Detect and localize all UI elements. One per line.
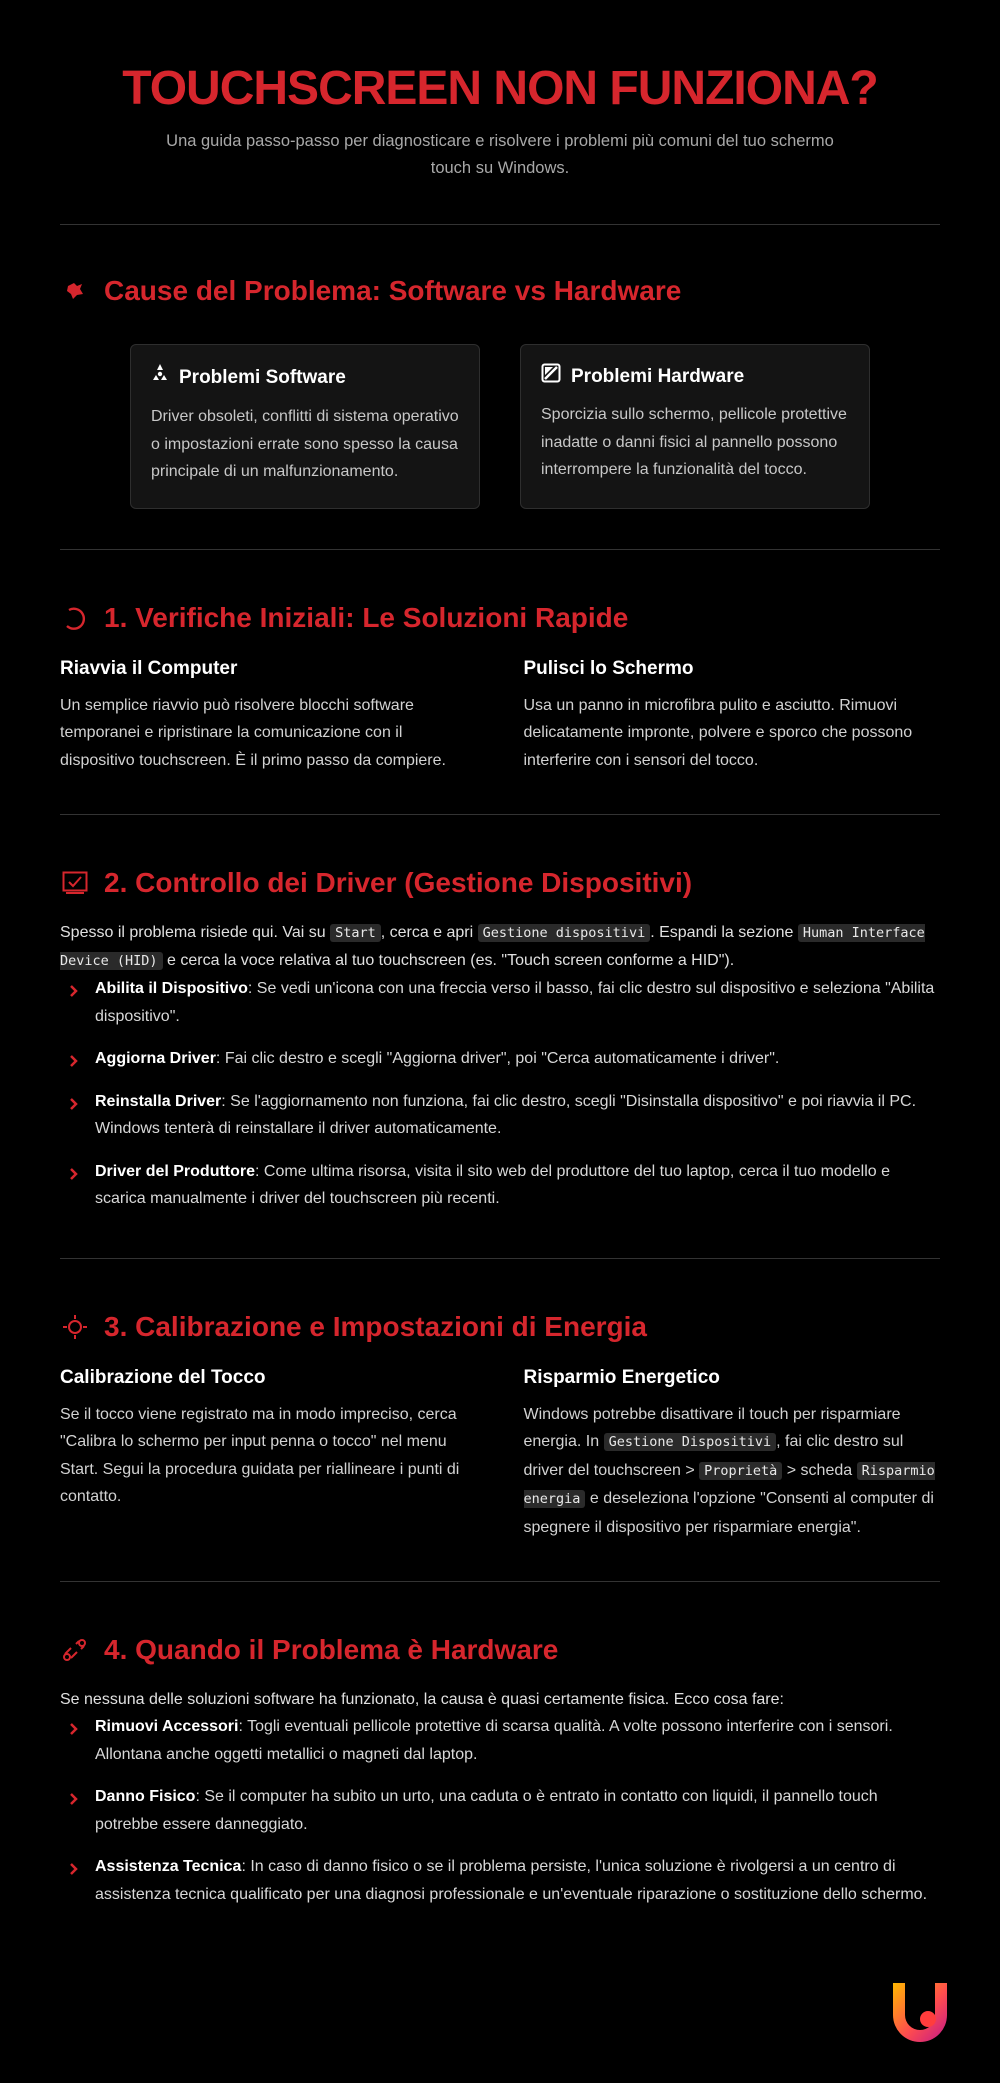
step-text: : In caso di danno fisico o se il problema persiste, l'unica soluzione è rivolgersi a un centro di assistenza tecnica qualificato per una diagnosi professionale e un'eventuale riparazione o sostituzione dello schermo. xyxy=(95,1858,928,1903)
power-column xyxy=(524,1365,941,1542)
software-card-title-text: Problemi Software xyxy=(179,367,346,388)
hardware-intro: Se nessuna delle soluzioni software ha funzionato, la causa è quasi certamente fisica. Ecco cosa fare: xyxy=(60,1691,784,1708)
calibration-section xyxy=(60,1259,940,1582)
restart-text: Un semplice riavvio può risolvere blocchi software temporanei e ripristinare la comunicazione con il dispositivo touchscreen. È il primo passo da compiere. xyxy=(60,696,446,769)
restart-column xyxy=(60,656,477,775)
hardware-section xyxy=(60,1582,940,1963)
hero-header xyxy=(60,0,940,182)
section1-title xyxy=(60,600,940,636)
sun-target-icon xyxy=(60,1312,90,1342)
section1-title-text: 1. Verifiche Iniziali: Le Soluzioni Rapide xyxy=(104,601,629,633)
step-text: : Se il computer ha subito un urto, una caduta o è entrato in contatto con liquidi, il pannello touch potrebbe essere danneggiato. xyxy=(95,1788,878,1833)
drivers-section xyxy=(60,815,940,1258)
section4-title xyxy=(60,1632,940,1668)
intro-text: . Espandi la sezione xyxy=(650,924,798,941)
step-label: Rimuovi Accessori xyxy=(95,1718,239,1735)
power-text-part: e deseleziona l'opzione "Consenti al computer di spegnere il dispositivo per risparmiare energia". xyxy=(523,1490,934,1536)
bug-icon xyxy=(60,276,90,306)
code-properties: Proprietà xyxy=(699,1462,782,1480)
chevron-right-icon xyxy=(68,1857,82,1879)
refresh-icon xyxy=(60,603,90,633)
hardware-steps xyxy=(60,1713,940,1908)
step-label: Abilita il Dispositivo xyxy=(95,980,248,997)
code-power-saving: Risparmio energia xyxy=(523,1462,935,1507)
software-card xyxy=(130,344,480,509)
quick-checks-columns xyxy=(60,656,940,775)
page-title: TOUCHSCREEN NON FUNZIONA? xyxy=(122,62,878,115)
list-item xyxy=(60,1088,940,1143)
hardware-card-title-text: Problemi Hardware xyxy=(571,366,745,387)
code-device-manager: Gestione Dispositivi xyxy=(604,1433,777,1451)
section3-title xyxy=(60,1309,940,1345)
hardware-card xyxy=(520,344,870,509)
power-title: Risparmio Energetico xyxy=(523,1366,720,1388)
code-hid: Human Interface Device (HID) xyxy=(60,925,925,969)
list-item xyxy=(60,975,940,1030)
drivers-intro xyxy=(60,919,940,975)
calibration-column xyxy=(60,1365,477,1542)
step-text: : Se vedi un'icona con una freccia verso il basso, fai clic destro sul dispositivo e seleziona "Abilita dispositivo". xyxy=(95,980,935,1025)
step-label: Danno Fisico xyxy=(95,1788,196,1805)
list-item xyxy=(60,1045,940,1073)
drivers-steps xyxy=(60,975,940,1213)
chevron-right-icon xyxy=(68,1717,82,1739)
section3-title-text: 3. Calibrazione e Impostazioni di Energia xyxy=(104,1310,648,1342)
software-card-text: Driver obsoleti, conflitti di sistema operativo o impostazioni errate sono spesso la causa principale di un malfunzionamento. xyxy=(151,408,459,480)
u-logo-icon xyxy=(885,1975,955,2047)
causes-section xyxy=(60,225,940,549)
clean-column xyxy=(524,656,941,775)
step-label: Aggiorna Driver xyxy=(95,1050,216,1067)
page-subtitle: Una guida passo-passo per diagnosticare e risolvere i problemi più comuni del tuo schermo touch su Windows. xyxy=(166,132,834,177)
causes-cards xyxy=(60,344,940,509)
step-text: : Togli eventuali pellicole protettive di scarsa qualità. A volte possono interferire con i sensori. Allontana anche oggetti metallici o magneti dal laptop. xyxy=(95,1718,893,1763)
power-text-part: , fai clic destro sul driver del touchscreen > xyxy=(523,1433,904,1479)
software-card-title xyxy=(151,363,459,393)
power-text-part: Windows potrebbe disattivare il touch per risparmiare energia. In xyxy=(523,1405,901,1450)
step-text: : Fai clic destro e scegli "Aggiorna driver", poi "Cerca automaticamente i driver". xyxy=(215,1050,780,1067)
clean-title: Pulisci lo Schermo xyxy=(523,657,694,679)
calibration-text: Se il tocco viene registrato ma in modo impreciso, cerca "Calibra lo schermo per input penna o tocco" nel menu Start. Segui la procedura guidata per riallineare i punti di contatto. xyxy=(60,1405,460,1505)
step-label: Reinstalla Driver xyxy=(95,1092,222,1110)
step-label: Assistenza Tecnica xyxy=(95,1858,242,1875)
causes-title-text: Cause del Problema: Software vs Hardware xyxy=(104,275,682,306)
power-text xyxy=(524,1401,941,1542)
list-item xyxy=(60,1158,940,1213)
step-text: : Se l'aggiornamento non funziona, fai clic destro, scegli "Disinstalla dispositivo" e poi riavvia il PC. Windows tenterà di reinstallare il driver automaticamente. xyxy=(95,1092,917,1137)
causes-title xyxy=(60,273,940,309)
intro-text: e cerca la voce relativa al tuo touchscreen (es. "Touch screen conforme a HID"). xyxy=(162,952,735,969)
list-item xyxy=(60,1783,940,1838)
power-text-part: > scheda xyxy=(782,1461,857,1479)
code-start: Start xyxy=(330,924,381,942)
section4-title-text: 4. Quando il Problema è Hardware xyxy=(104,1634,559,1665)
clean-text: Usa un panno in microfibra pulito e asciutto. Rimuovi delicatamente impronte, polvere e sporco che possono interferire con i sensori del tocco. xyxy=(523,696,913,769)
chevron-right-icon xyxy=(68,1049,82,1071)
intro-text: , cerca e apri xyxy=(380,924,478,941)
section2-title xyxy=(60,865,940,901)
hardware-card-text: Sporcizia sullo schermo, pellicole protettive inadatte o danni fisici al pannello possono interrompere la funzionalità del tocco. xyxy=(541,406,847,478)
calibration-columns xyxy=(60,1365,940,1542)
section2-title-text: 2. Controllo dei Driver (Gestione Dispositivi) xyxy=(104,867,693,898)
quick-checks-section xyxy=(60,550,940,815)
chevron-right-icon xyxy=(68,979,82,1001)
step-label: Driver del Produttore xyxy=(95,1162,256,1180)
fan-icon xyxy=(151,363,169,393)
list-item xyxy=(60,1713,940,1768)
chevron-right-icon xyxy=(68,1162,82,1184)
hardware-card-title xyxy=(541,363,849,391)
monitor-check-icon xyxy=(60,868,90,898)
restart-title: Riavvia il Computer xyxy=(60,657,238,679)
list-item xyxy=(60,1853,940,1908)
chevron-right-icon xyxy=(68,1787,82,1809)
screen-slash-icon xyxy=(541,363,561,391)
chevron-right-icon xyxy=(68,1092,82,1114)
code-device-manager: Gestione dispositivi xyxy=(478,924,651,942)
calibration-title: Calibrazione del Tocco xyxy=(60,1366,266,1388)
intro-text: Spesso il problema risiede qui. Vai su xyxy=(60,924,331,941)
step-text: : Come ultima risorsa, visita il sito web del produttore del tuo laptop, cerca il tuo modello e scarica manualmente i driver del touchscreen più recenti. xyxy=(95,1162,890,1207)
broken-link-icon xyxy=(60,1635,90,1665)
